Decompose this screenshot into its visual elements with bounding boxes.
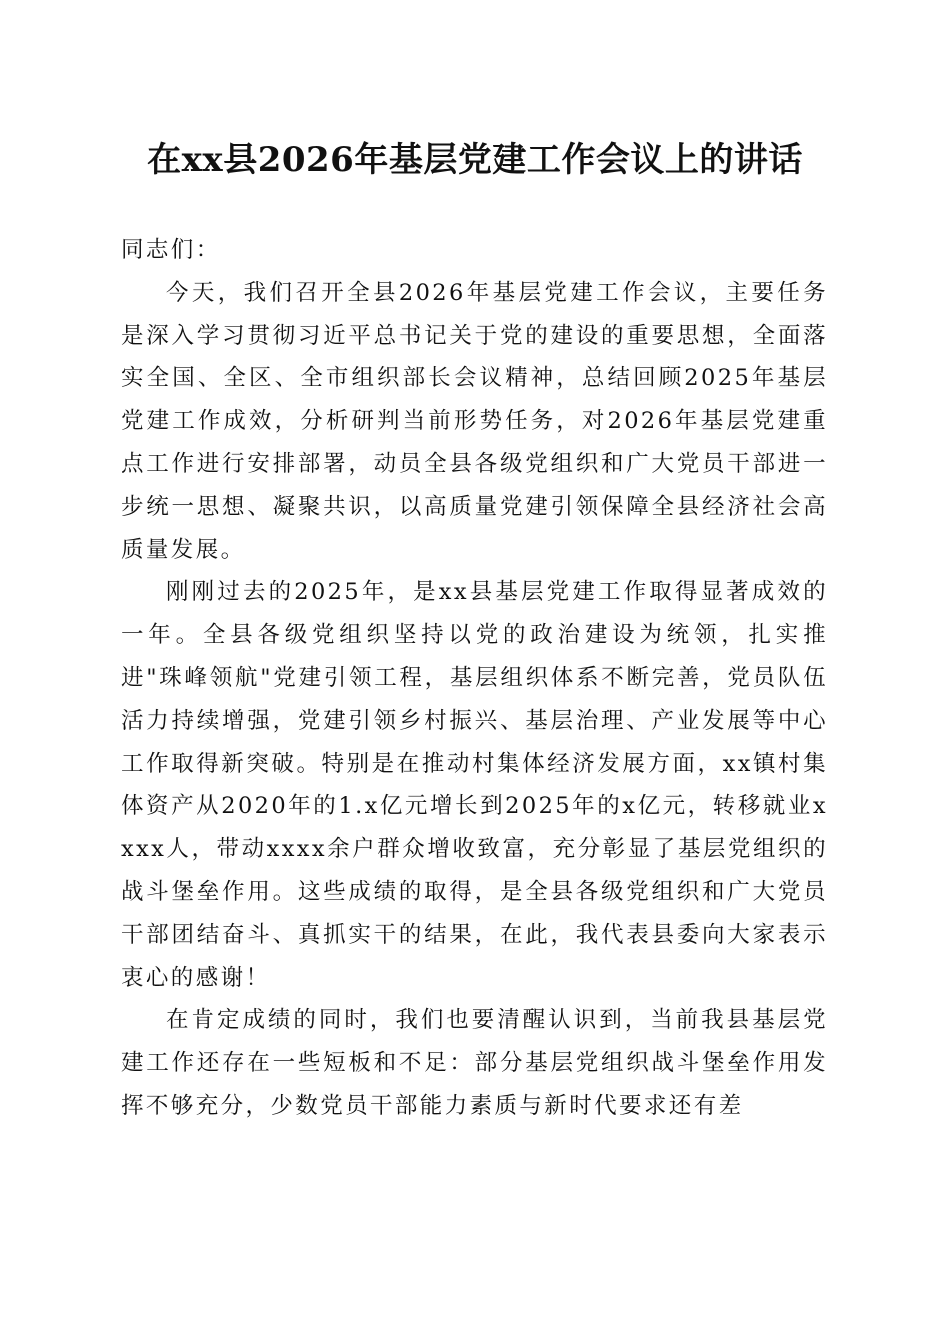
document-body <box>121 229 828 1128</box>
paragraph-shortcomings: 在肯定成绩的同时，我们也要清醒认识到，当前我县基层党建工作还存在一些短板和不足：部分基层党组织战斗堡垒作用发挥不够充分，少数党员干部能力素质与新时代要求还有差 <box>121 1007 828 1119</box>
paragraph-achievements: 刚刚过去的2025年，是xx县基层党建工作取得显著成效的一年。全县各级党组织坚持以党的政治建设为统领，扎实推进"珠峰领航"党建引领工程，基层组织体系不断完善，党员队伍活力持续增强，党建引领乡村振兴、基层治理、产业发展等中心工作取得新突破。特别是在推动村集体经济发展方面，xx镇村集体资产从2020年的1.x亿元增长到2025年的x亿元，转移就业xxxx人，带动xxxx余户群众增收致富，充分彰显了基层党组织的战斗堡垒作用。这些成绩的取得，是全县各级党组织和广大党员干部团结奋斗、真抓实干的结果，在此，我代表县委向大家表示衷心的感谢！ <box>121 579 828 991</box>
paragraph-opening: 今天，我们召开全县2026年基层党建工作会议，主要任务是深入学习贯彻习近平总书记关于党的建设的重要思想，全面落实全国、全区、全市组织部长会议精神，总结回顾2025年基层党建工作成效，分析研判当前形势任务，对2026年基层党建重点工作进行安排部署，动员全县各级党组织和广大党员干部进一步统一思想、凝聚共识，以高质量党建引领保障全县经济社会高质量发展。 <box>121 279 828 563</box>
document-title: 在xx县2026年基层党建工作会议上的讲话 <box>147 140 803 180</box>
salutation: 同志们： <box>121 237 221 263</box>
